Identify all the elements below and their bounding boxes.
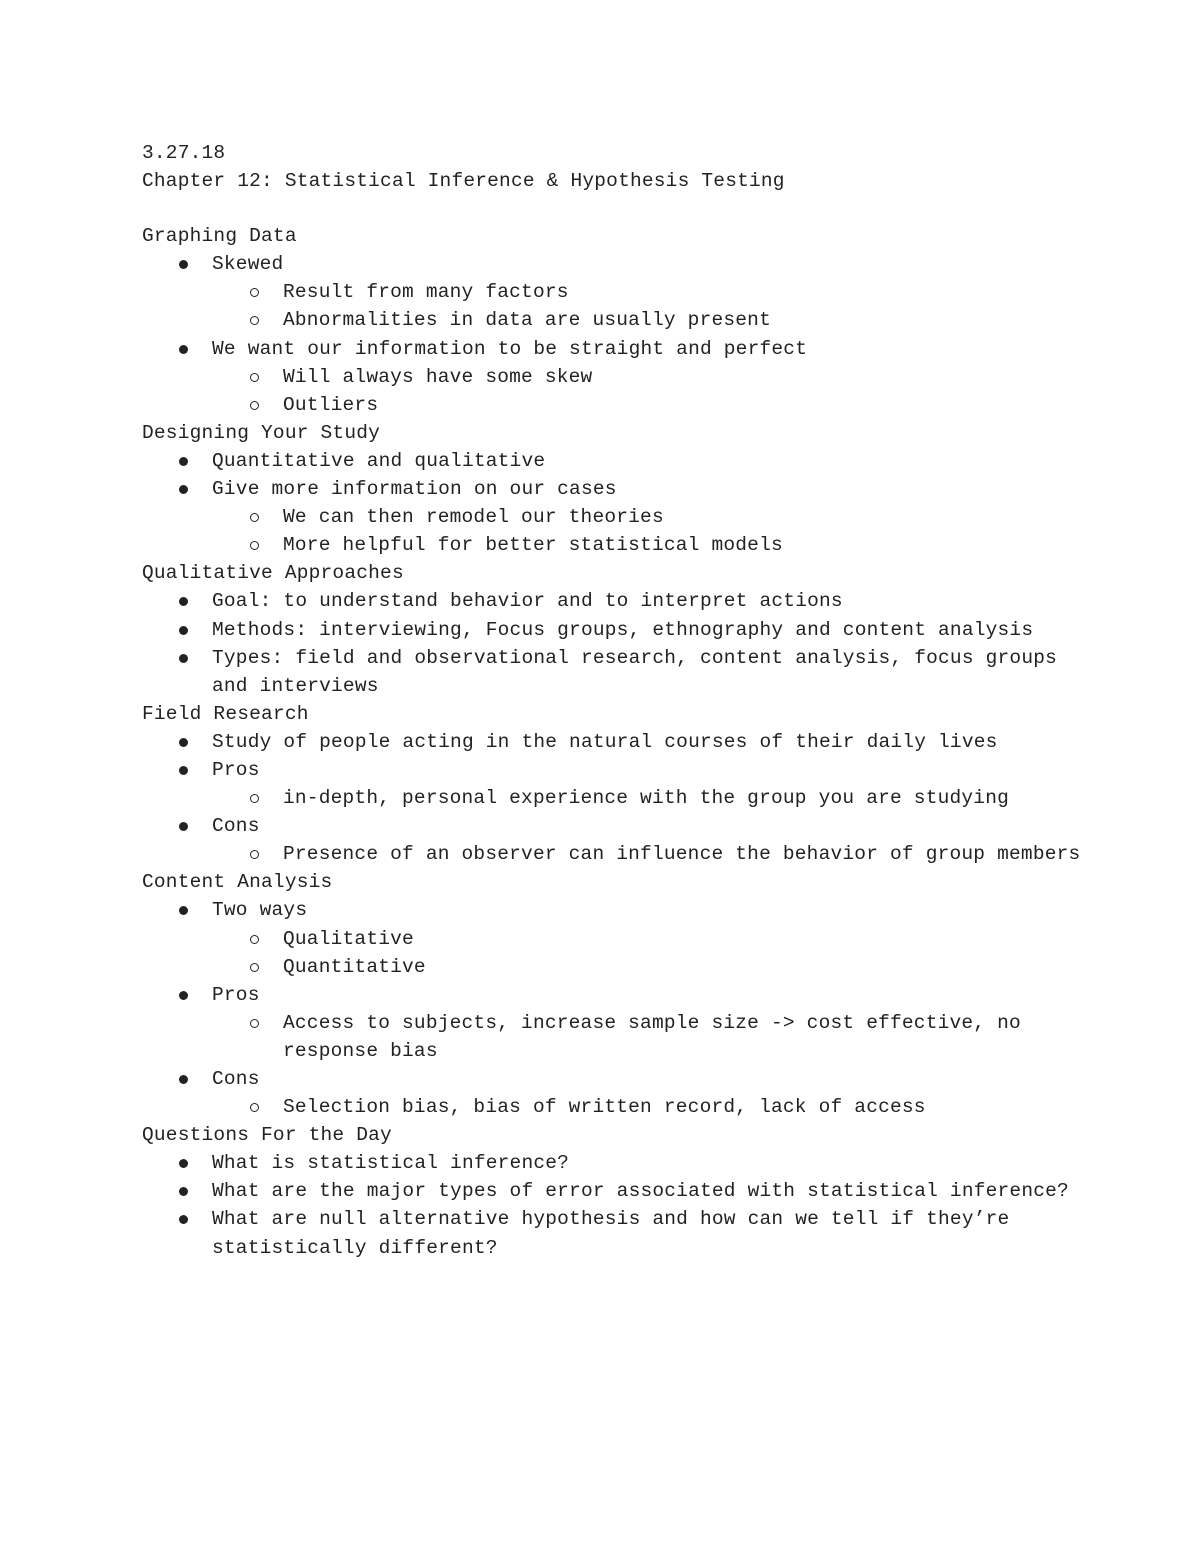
bullet-item [142, 896, 1082, 924]
sub-bullet-item [142, 953, 1082, 981]
filled-bullet-icon [179, 260, 188, 269]
bullet-text: We want our information to be straight and perfect [212, 337, 808, 360]
section-heading: Graphing Data [142, 225, 297, 248]
bullet-item [142, 587, 1082, 615]
notes-section [142, 868, 1082, 1121]
bullet-item [142, 335, 1082, 363]
sub-bullet-item [142, 531, 1082, 559]
hollow-bullet-icon [250, 513, 259, 522]
filled-bullet-icon [179, 597, 188, 606]
sub-bullet-item [142, 306, 1082, 334]
hollow-bullet-icon [250, 288, 259, 297]
filled-bullet-icon [179, 1187, 188, 1196]
bullet-text: Goal: to understand behavior and to interpret actions [212, 590, 843, 613]
bullet-item [142, 1205, 1082, 1261]
sub-bullet-item [142, 503, 1082, 531]
bullet-item [142, 616, 1082, 644]
sub-bullet-text: Access to subjects, increase sample size -> cost effective, no response bias [283, 1011, 1033, 1062]
sub-bullet-text: Qualitative [283, 927, 414, 950]
filled-bullet-icon [179, 991, 188, 1000]
bullet-text: What are null alternative hypothesis and how can we tell if they’re statistically different? [212, 1208, 1022, 1259]
hollow-bullet-icon [250, 401, 259, 410]
sub-bullet-text: in-depth, personal experience with the group you are studying [283, 787, 1010, 810]
bullet-text: Two ways [212, 899, 308, 922]
bullet-list [142, 447, 1082, 559]
bullet-text: Cons [212, 815, 260, 838]
sub-bullet-text: Abnormalities in data are usually present [283, 309, 771, 332]
bullet-text: Pros [212, 758, 260, 781]
bullet-list [142, 896, 1082, 1121]
bullet-item [142, 250, 1082, 278]
filled-bullet-icon [179, 457, 188, 466]
filled-bullet-icon [179, 1215, 188, 1224]
bullet-item [142, 981, 1082, 1009]
bullet-text: Study of people acting in the natural courses of their daily lives [212, 730, 998, 753]
sub-bullet-text: Selection bias, bias of written record, lack of access [283, 1096, 926, 1119]
filled-bullet-icon [179, 626, 188, 635]
bullet-item [142, 1065, 1082, 1093]
filled-bullet-icon [179, 906, 188, 915]
sub-bullet-item [142, 1009, 1082, 1065]
filled-bullet-icon [179, 1159, 188, 1168]
section-heading: Qualitative Approaches [142, 562, 404, 585]
sub-bullet-item [142, 363, 1082, 391]
sub-bullet-text: More helpful for better statistical models [283, 534, 783, 557]
sub-bullet-text: Will always have some skew [283, 365, 593, 388]
section-heading: Designing Your Study [142, 421, 381, 444]
bullet-text: Pros [212, 983, 260, 1006]
bullet-item [142, 1177, 1082, 1205]
bullet-item [142, 644, 1082, 700]
bullet-item [142, 1149, 1082, 1177]
bullet-text: Quantitative and qualitative [212, 449, 546, 472]
filled-bullet-icon [179, 738, 188, 747]
bullet-text: Types: field and observational research, content analysis, focus groups and interviews [212, 646, 1069, 697]
chapter-title: Chapter 12: Statistical Inference & Hypothesis Testing [142, 170, 785, 193]
bullet-item [142, 756, 1082, 784]
bullet-text: Give more information on our cases [212, 478, 617, 501]
sub-bullet-text: We can then remodel our theories [283, 506, 664, 529]
sub-bullet-item [142, 925, 1082, 953]
bullet-text: Cons [212, 1068, 260, 1090]
bullet-item [142, 812, 1082, 840]
sub-bullet-item [142, 784, 1082, 812]
hollow-bullet-icon [250, 794, 259, 803]
filled-bullet-icon [179, 822, 188, 831]
hollow-bullet-icon [250, 1019, 259, 1028]
sub-bullet-text: Result from many factors [283, 281, 569, 304]
bullet-item [142, 447, 1082, 475]
sub-bullet-item [142, 278, 1082, 306]
notes-section [142, 222, 1082, 419]
bullet-text: What are the major types of error associated with statistical inference? [212, 1180, 1069, 1203]
hollow-bullet-icon [250, 850, 259, 859]
notes-body [142, 222, 1082, 1261]
filled-bullet-icon [179, 1075, 188, 1084]
filled-bullet-icon [179, 485, 188, 494]
filled-bullet-icon [179, 766, 188, 775]
hollow-bullet-icon [250, 963, 259, 972]
notes-section [142, 419, 1082, 559]
section-heading: Questions For the Day [142, 1124, 392, 1147]
hollow-bullet-icon [250, 373, 259, 382]
date-line: 3.27.18 [142, 142, 226, 164]
bullet-list [142, 587, 1082, 699]
sub-bullet-text: Quantitative [283, 955, 426, 978]
sub-bullet-item [142, 840, 1082, 868]
notes-section [142, 700, 1082, 869]
sub-bullet-text: Outliers [283, 393, 379, 416]
sub-bullet-item [142, 391, 1082, 419]
hollow-bullet-icon [250, 1103, 259, 1112]
sub-bullet-text: Presence of an observer can influence the behavior of group members [283, 843, 1081, 866]
hollow-bullet-icon [250, 541, 259, 550]
section-heading: Field Research [142, 702, 309, 725]
bullet-item [142, 475, 1082, 503]
hollow-bullet-icon [250, 316, 259, 325]
section-heading: Content Analysis [142, 871, 333, 894]
sub-bullet-item [142, 1093, 1082, 1121]
notes-section [142, 559, 1082, 699]
blank-line [142, 195, 1082, 222]
bullet-list [142, 1149, 1082, 1261]
filled-bullet-icon [179, 345, 188, 354]
bullet-text: Skewed [212, 253, 284, 276]
bullet-text: What is statistical inference? [212, 1152, 570, 1175]
document-page [142, 139, 1082, 1262]
notes-section [142, 1121, 1082, 1261]
bullet-list [142, 250, 1082, 419]
bullet-item [142, 728, 1082, 756]
bullet-list [142, 728, 1082, 868]
filled-bullet-icon [179, 654, 188, 663]
bullet-text: Methods: interviewing, Focus groups, ethnography and content analysis [212, 618, 1034, 641]
hollow-bullet-icon [250, 935, 259, 944]
